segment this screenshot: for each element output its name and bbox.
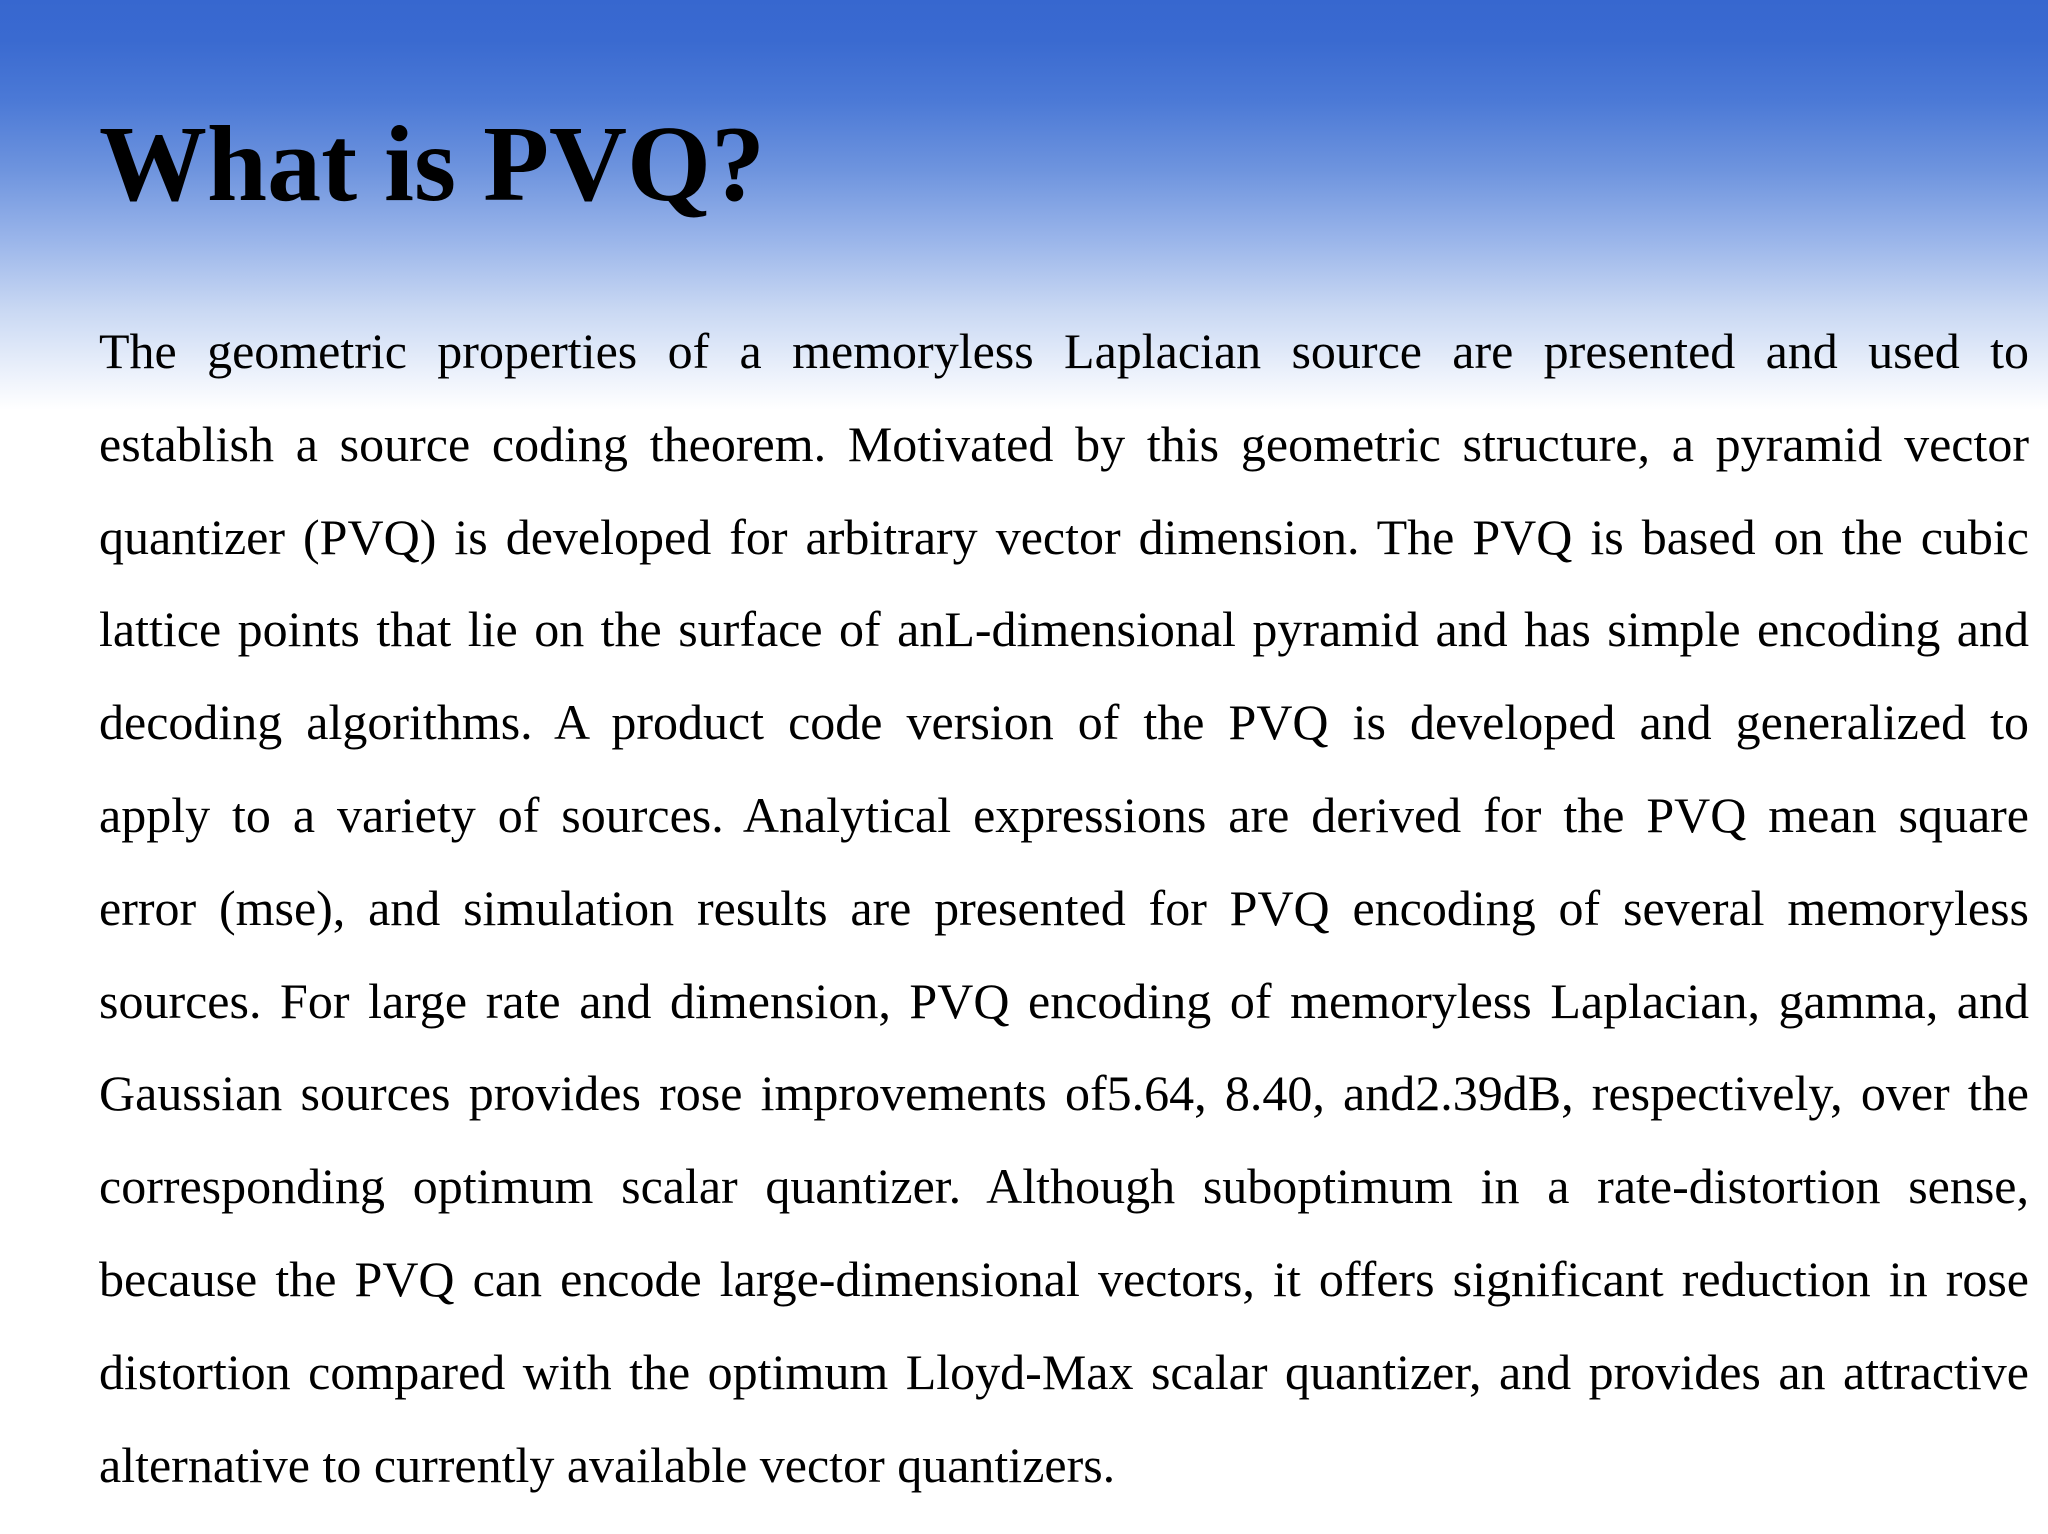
body-line: alternative to currently available vector quantizers. <box>99 1436 1116 1493</box>
body-line: sources. For large rate and dimension, PVQ encoding of memoryless Laplacian, gamma, and <box>99 972 2029 1029</box>
body-line: The geometric properties of a memoryless Laplacian source are presented and used to <box>99 323 2029 379</box>
body-line: error (mse), and simulation results are presented for PVQ encoding of several memoryless <box>99 879 2029 936</box>
body-line: lattice points that lie on the surface of anL-dimensional pyramid and has simple encoding and <box>99 601 2029 658</box>
body-line: establish a source coding theorem. Motivated by this geometric structure, a pyramid vector <box>99 415 2029 472</box>
slide-body-paragraph <box>99 305 2029 1511</box>
body-line: distortion compared with the optimum Lloyd-Max scalar quantizer, and provides an attractive <box>99 1343 2029 1400</box>
body-line: because the PVQ can encode large-dimensional vectors, it offers significant reduction in rose <box>99 1250 2029 1307</box>
body-line: apply to a variety of sources. Analytical expressions are derived for the PVQ mean square <box>99 786 2029 843</box>
body-line: Gaussian sources provides rose improvements of5.64, 8.40, and2.39dB, respectively, over the <box>99 1065 2029 1122</box>
body-line: corresponding optimum scalar quantizer. Although suboptimum in a rate-distortion sense, <box>99 1158 2029 1215</box>
body-line: decoding algorithms. A product code version of the PVQ is developed and generalized to <box>99 694 2029 751</box>
slide-title: What is PVQ? <box>99 105 766 224</box>
body-line: quantizer (PVQ) is developed for arbitrary vector dimension. The PVQ is based on the cubic <box>99 508 2029 565</box>
